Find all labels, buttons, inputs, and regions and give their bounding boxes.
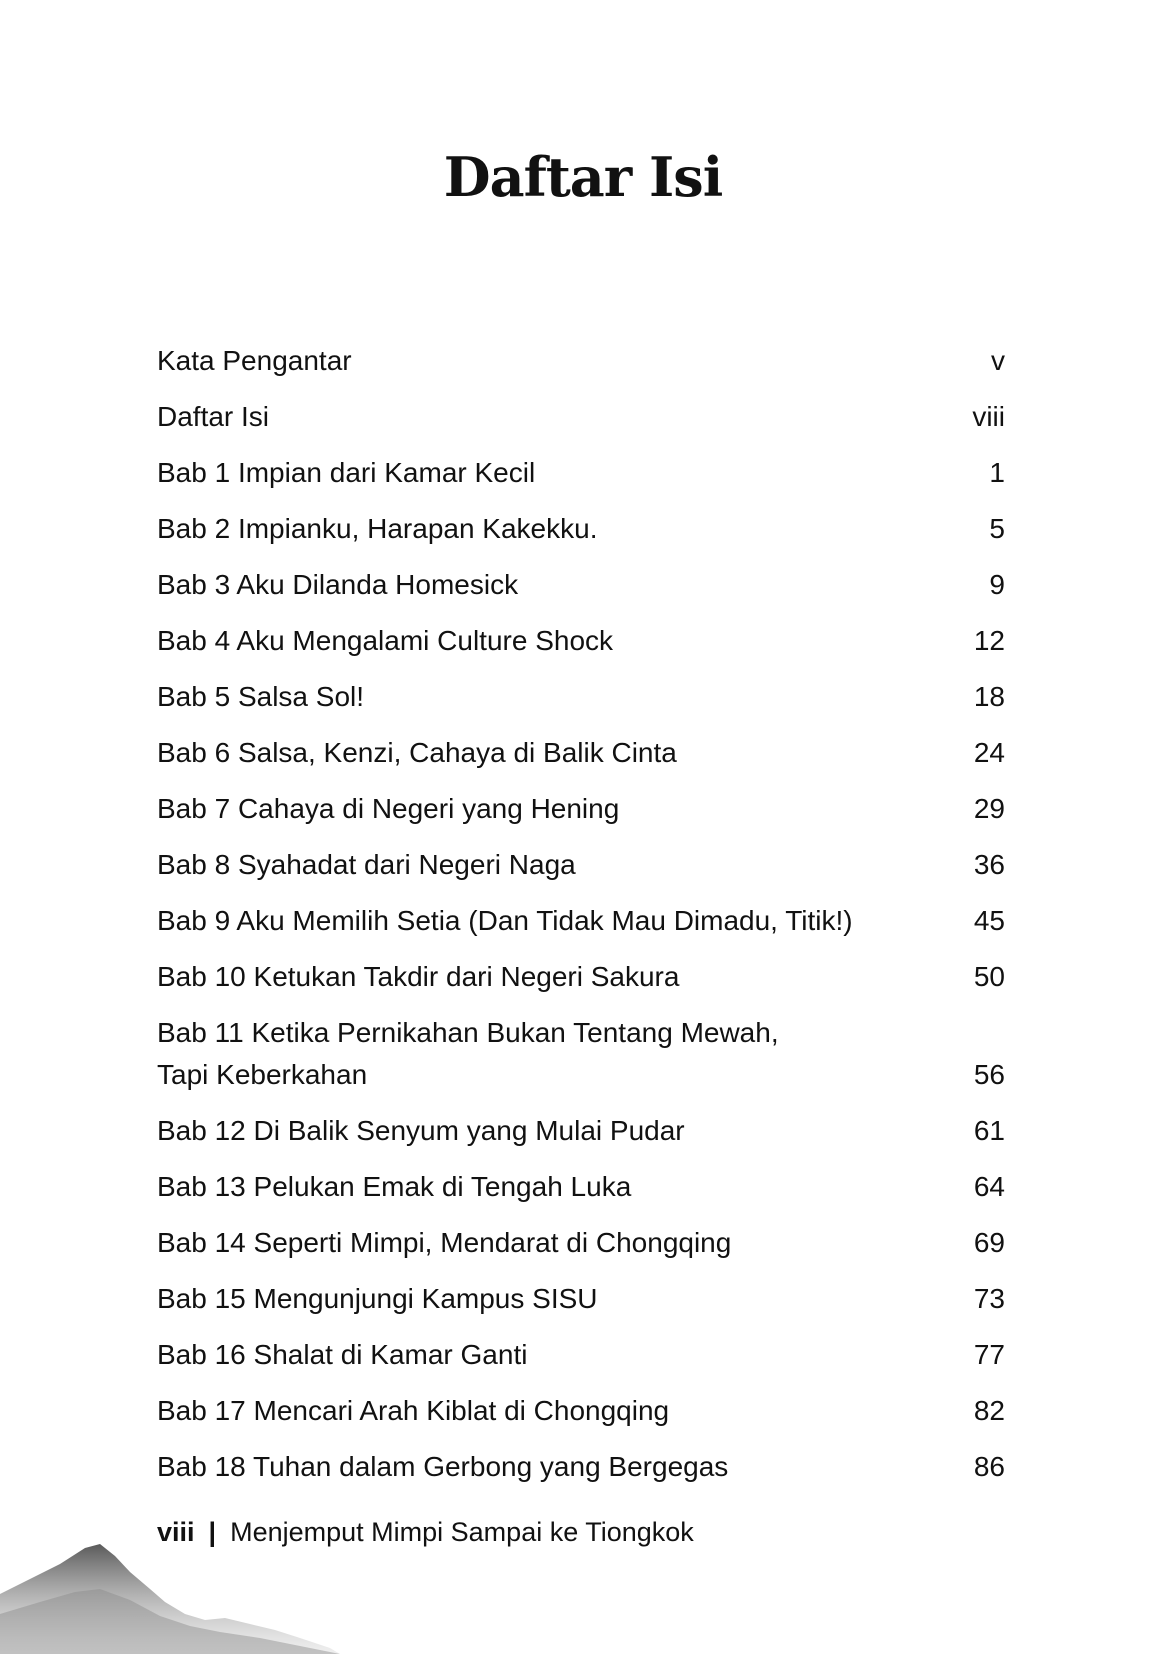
toc-entry-page: 12 (973, 625, 1005, 656)
toc-entry-page: 77 (973, 1339, 1005, 1370)
toc-entry (157, 1110, 1005, 1152)
toc-entry (157, 396, 1005, 438)
toc-entry (157, 620, 1005, 662)
toc-entry-page: 69 (973, 1227, 1005, 1258)
toc-entry-page: v (991, 345, 1005, 376)
toc-entry-title: Bab 18 Tuhan dalam Gerbong yang Bergegas (157, 1451, 729, 1482)
toc-entry (157, 900, 1005, 942)
toc-entry-page: 29 (973, 793, 1005, 824)
toc-entry-title: Bab 13 Pelukan Emak di Tengah Luka (157, 1171, 632, 1202)
toc-entry-title: Bab 4 Aku Mengalami Culture Shock (157, 625, 614, 656)
toc-entry-page: 1 (989, 457, 1005, 488)
toc-entry-title: Bab 8 Syahadat dari Negeri Naga (157, 849, 576, 880)
toc-entry (157, 564, 1005, 606)
toc-entry-page: 50 (973, 961, 1005, 992)
toc-entry-title: Bab 5 Salsa Sol! (157, 681, 365, 712)
toc-entry-title: Bab 7 Cahaya di Negeri yang Hening (157, 793, 620, 824)
toc-entry-title: Bab 10 Ketukan Takdir dari Negeri Sakura (157, 961, 680, 992)
toc-entry-page: 73 (973, 1283, 1005, 1314)
toc-entry-page: 18 (973, 681, 1005, 712)
toc-entry-title: Bab 17 Mencari Arah Kiblat di Chongqing (157, 1395, 670, 1426)
toc-entry (157, 844, 1005, 886)
toc-entry-page: 64 (973, 1171, 1005, 1202)
toc-entry (157, 340, 1005, 382)
toc-entry-page: 86 (973, 1451, 1005, 1482)
toc-entry-title: Bab 11 Ketika Pernikahan Bukan Tentang Mewah, Tapi Keberkahan (157, 1017, 779, 1090)
toc-entry (157, 788, 1005, 830)
toc-entry (157, 1390, 1005, 1432)
footer-separator: | (208, 1517, 217, 1547)
toc-entry-page: 45 (973, 905, 1005, 936)
toc-entry (157, 732, 1005, 774)
footer-book-title: Menjemput Mimpi Sampai ke Tiongkok (230, 1517, 694, 1547)
footer-page-number: viii (157, 1517, 195, 1547)
toc-entry-page: 24 (973, 737, 1005, 768)
toc-entry (157, 1012, 1005, 1096)
toc-entry-page: 82 (973, 1395, 1005, 1426)
toc-entry-title: Kata Pengantar (157, 345, 352, 376)
toc-entry (157, 956, 1005, 998)
toc-entry-title: Bab 14 Seperti Mimpi, Mendarat di Chongqing (157, 1227, 732, 1258)
toc-entry-title: Bab 12 Di Balik Senyum yang Mulai Pudar (157, 1115, 685, 1146)
toc-entry-page: 61 (973, 1115, 1005, 1146)
toc-entry (157, 1222, 1005, 1264)
toc-entry (157, 452, 1005, 494)
toc-entry-title: Bab 1 Impian dari Kamar Kecil (157, 457, 536, 488)
mountain-illustration (0, 1534, 340, 1654)
toc-entry-page: 5 (989, 513, 1005, 544)
toc-entry-page: 56 (973, 1059, 1005, 1090)
toc-entry (157, 1166, 1005, 1208)
toc-entry-title: Bab 6 Salsa, Kenzi, Cahaya di Balik Cinta (157, 737, 677, 768)
page-title: Daftar Isi (443, 145, 723, 209)
toc-entry-title: Bab 15 Mengunjungi Kampus SISU (157, 1283, 598, 1314)
toc-entry-page: 36 (973, 849, 1005, 880)
toc-entry (157, 1278, 1005, 1320)
toc-entry (157, 508, 1005, 550)
toc-entry (157, 676, 1005, 718)
toc-entry (157, 1446, 1005, 1488)
toc-entry-title: Bab 3 Aku Dilanda Homesick (157, 569, 519, 600)
toc-entry-title: Bab 16 Shalat di Kamar Ganti (157, 1339, 528, 1370)
toc-entry-page: 9 (989, 569, 1005, 600)
toc-entry-title: Bab 9 Aku Memilih Setia (Dan Tidak Mau Dimadu, Titik!) (157, 905, 853, 936)
table-of-contents (157, 340, 1005, 1502)
toc-entry-title: Bab 2 Impianku, Harapan Kakekku. (157, 513, 598, 544)
toc-entry-page: viii (972, 401, 1005, 432)
toc-entry-title: Daftar Isi (157, 401, 270, 432)
toc-entry (157, 1334, 1005, 1376)
